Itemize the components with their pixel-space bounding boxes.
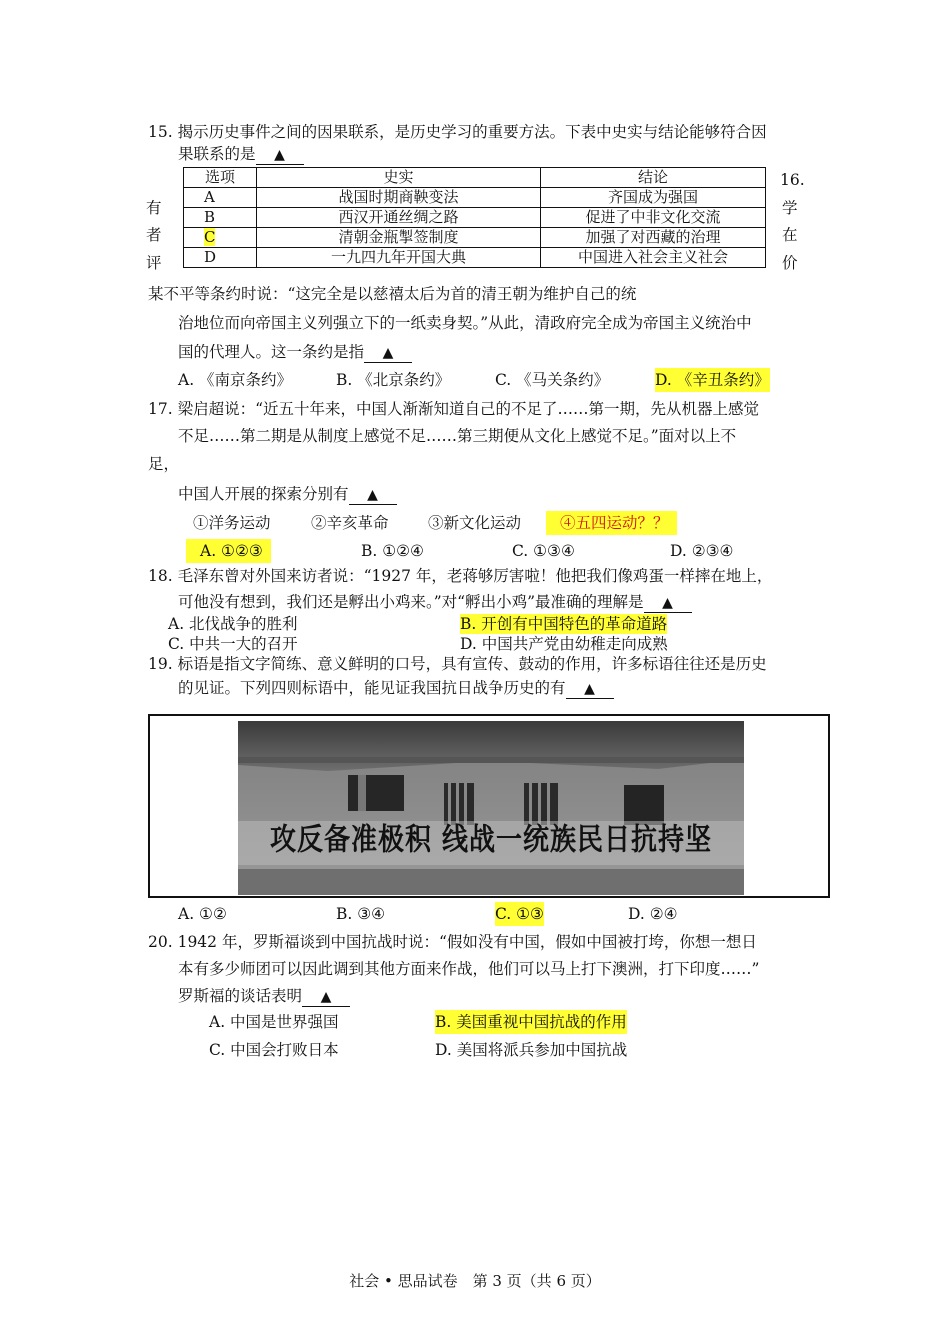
slogan-wall-image (238, 721, 744, 895)
q17-item-1: ①洋务运动 (193, 514, 271, 532)
q17-line2: 不足……第二期是从制度上感觉不足……第三期便从文化上感觉不足。”面对以上不 (178, 427, 737, 445)
q16-line2: 治地位而向帝国主义列强立下的一纸卖身契。”从此，清政府完全成为帝国主义统治中 (178, 314, 752, 332)
answer-blank[interactable]: ▲ (256, 145, 304, 165)
q17-item-2: ②辛亥革命 (311, 514, 389, 532)
q20-line3 (178, 984, 350, 1008)
row-conclusion: 齐国成为强国 (541, 188, 766, 208)
q16-line3 (178, 340, 412, 364)
row-fact: 一九四九年开国大典 (257, 248, 541, 268)
row-option: A (184, 188, 257, 208)
header-option: 选项 (184, 168, 257, 188)
q20-line3-text: 罗斯福的谈话表明 (178, 987, 303, 1005)
q16-left-char: 者 (146, 226, 162, 244)
row-fact: 清朝金瓶掣签制度 (257, 228, 541, 248)
q15-stem-line2 (178, 142, 304, 166)
q18-option-b: B. 开创有中国特色的革命道路 (460, 615, 668, 633)
answer-blank[interactable]: ▲ (566, 679, 614, 699)
q19-line2-text: 的见证。下列四则标语中，能见证我国抗日战争历史的有 (178, 679, 566, 697)
q19-line1: 19. 标语是指文字简练、意义鲜明的口号，具有宣传、鼓动的作用，许多标语往往还是历史 (148, 655, 767, 673)
answer-blank[interactable]: ▲ (644, 593, 692, 613)
row-conclusion: 中国进入社会主义社会 (541, 248, 766, 268)
q17-line4-text: 中国人开展的探索分别有 (178, 485, 349, 503)
q18-option-a: A. 北伐战争的胜利 (168, 615, 298, 633)
q17-line1: 17. 梁启超说：“近五十年来，中国人渐渐知道自己的不足了……第一期，先从机器上感觉 (148, 400, 760, 418)
table-row (184, 248, 766, 268)
q19-option-c: C. ①③ (495, 902, 544, 926)
answer-blank[interactable]: ▲ (302, 987, 350, 1007)
q15-stem-text: 果联系的是 (178, 145, 256, 163)
q18-option-d: D. 中国共产党由幼稚走向成熟 (460, 635, 668, 653)
q20-option-a: A. 中国是世界强国 (209, 1013, 339, 1031)
row-fact: 西汉开通丝绸之路 (257, 208, 541, 228)
q18-line1: 18. 毛泽东曾对外国来访者说：“1927 年，老蒋够厉害啦！他把我们像鸡蛋一样摔在地上， (148, 567, 773, 585)
q19-option-b: B. ③④ (336, 905, 386, 923)
q17-option-a: A. ①②③ (186, 539, 271, 563)
row-option-highlighted: C (204, 228, 216, 246)
slogan-photo (238, 721, 744, 895)
q17-option-c: C. ①③④ (512, 542, 575, 560)
q16-right-char: 学 (782, 199, 798, 217)
row-option: D (184, 248, 257, 268)
answer-blank[interactable]: ▲ (349, 485, 397, 505)
row-option (184, 228, 257, 248)
row-conclusion: 加强了对西藏的治理 (541, 228, 766, 248)
row-conclusion: 促进了中非文化交流 (541, 208, 766, 228)
q17-option-b: B. ①②④ (361, 542, 424, 560)
q19-option-a: A. ①② (178, 905, 227, 923)
table-row (184, 228, 766, 248)
q16-line1: 某不平等条约时说：“这完全是以慈禧太后为首的清王朝为维护自己的统 (148, 285, 637, 303)
q16-option-d: D. 《辛丑条约》 (655, 368, 770, 392)
q16-left-char: 评 (146, 254, 162, 272)
header-fact: 史实 (257, 168, 541, 188)
q17-line3: 足， (148, 455, 180, 473)
q16-right-char: 在 (782, 226, 798, 244)
q16-left-char: 有 (146, 199, 162, 217)
table-header-row (184, 168, 766, 188)
q18-option-c: C. 中共一大的召开 (168, 635, 298, 653)
q18-line2-text: 可他没有想到，我们还是孵出小鸡来。”对“孵出小鸡”最准确的理解是 (178, 593, 644, 611)
row-fact: 战国时期商鞅变法 (257, 188, 541, 208)
q16-option-c: C. 《马关条约》 (495, 371, 610, 389)
slogan-photo-frame (148, 714, 830, 898)
q16-right-char: 16. (780, 171, 805, 189)
q19-option-d: D. ②④ (628, 905, 678, 923)
table-row (184, 188, 766, 208)
q20-option-d: D. 美国将派兵参加中国抗战 (435, 1041, 628, 1059)
page-footer: 社会 • 思品试卷 第 3 页（共 6 页） (349, 1272, 601, 1290)
table-row (184, 208, 766, 228)
q17-option-d: D. ②③④ (670, 542, 734, 560)
row-option: B (184, 208, 257, 228)
q17-line4 (178, 482, 397, 506)
q16-line3-text: 国的代理人。这一条约是指 (178, 343, 365, 361)
q16-option-a: A. 《南京条约》 (178, 371, 293, 389)
q20-option-c: C. 中国会打败日本 (209, 1041, 339, 1059)
q15-stem-line1: 15. 揭示历史事件之间的因果联系，是历史学习的重要方法。下表中史实与结论能够符合因 (148, 123, 767, 141)
header-conclusion: 结论 (541, 168, 766, 188)
q16-right-char: 价 (782, 254, 798, 272)
answer-blank[interactable]: ▲ (364, 343, 412, 363)
q17-item-4: ④五四运动？？ (546, 511, 677, 535)
slogan-text: 坚持抗日民族统一战线 积极准备反攻 (269, 823, 713, 858)
q15-table (183, 167, 766, 268)
q18-line2 (178, 590, 692, 614)
q20-line1: 20. 1942 年，罗斯福谈到中国抗战时说：“假如没有中国，假如中国被打垮，你想一想日 (148, 933, 757, 951)
q16-option-b: B. 《北京条约》 (336, 371, 451, 389)
q19-line2 (178, 676, 614, 700)
q20-option-b: B. 美国重视中国抗战的作用 (435, 1010, 627, 1034)
q17-item-3: ③新文化运动 (428, 514, 522, 532)
q20-line2: 本有多少师团可以因此调到其他方面来作战，他们可以马上打下澳洲，打下印度……” (178, 960, 760, 978)
